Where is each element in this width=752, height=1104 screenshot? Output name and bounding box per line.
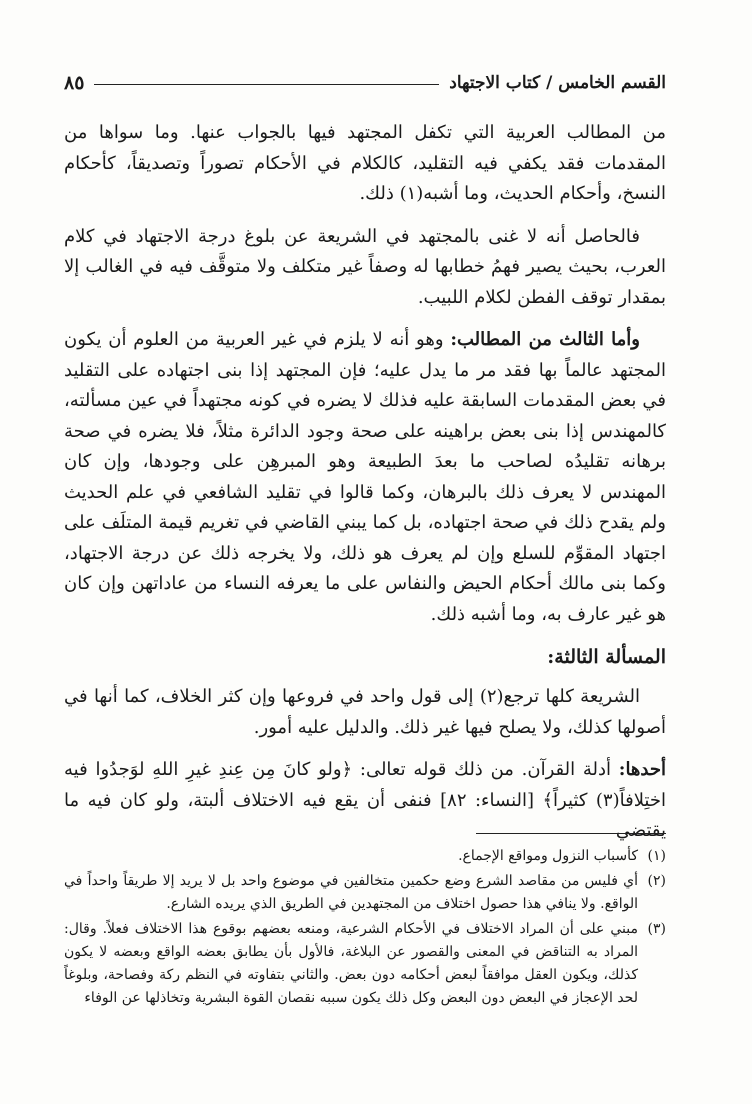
paragraph-1: من المطالب العربية التي تكفل المجتهد فيها بالجواب عنها. وما سواها من المقدمات فقد يكفي فيه التقليد، كالكلام في الأحكام تصوراً وتصديقاً، كأحكام النسخ، وأحكام الحديث، وما أشبه(١) ذلك. xyxy=(64,122,666,204)
footnotes xyxy=(64,845,666,1012)
paragraph-5-text: أدلة القرآن. من ذلك قوله تعالى: ﴿ولو كانَ مِن عِندِ غيرِ اللهِ لوَجدُوا فيه اختِلافاً(٣) كثيراً﴾ [النساء: ٨٢] فنفى أن يقع فيه الاختلاف ألبتة، ولو كان فيه ما يقتضي xyxy=(64,759,666,841)
body-text xyxy=(64,118,666,859)
footnote-text: كأسباب النزول ومواقع الإجماع. xyxy=(458,848,638,864)
running-title: القسم الخامس / كتاب الاجتهاد xyxy=(449,73,666,93)
footnote-rule xyxy=(476,833,666,834)
footnote-3 xyxy=(64,918,666,1010)
footnote-1 xyxy=(64,845,666,868)
paragraph-3-lead: وأما الثالث من المطالب: xyxy=(450,329,641,350)
footnote-text: مبني على أن المراد الاختلاف في الأحكام الشرعية، ومنعه بعضهم بوقوع هذا الاختلاف فعلاً. وقال: المراد به التناقض في المعنى والقصور عن البلاغة، فالأول بأن يطابق بعضه الواقع وبعضه لا يكون كذلك، ويكون العقل موافقاً لبعض أحكامه دون بعض. والثاني بتفاوته في النظم ركة وفصاحة، وبلوغاً لحد الإعجاز في البعض دون البعض وكل ذلك يكون سببه نقصان القوة البشرية وتخاذلها عن الوفاء xyxy=(64,921,638,1006)
footnote-text: أي فليس من مقاصد الشرع وضع حكمين متخالفين في موضوع واحد بل لا يريد إلا طريقاً واحداً في الواقع. ولا ينافي هذا حصول اختلاف من المجتهدين في الطريق الذي يريده الشارع. xyxy=(64,873,638,912)
footnote-number: (١) xyxy=(647,848,666,864)
footnote-2 xyxy=(64,870,666,916)
page-number: ٨٥ xyxy=(64,72,85,94)
paragraph-2: فالحاصل أنه لا غنى بالمجتهد في الشريعة عن بلوغ درجة الاجتهاد في كلام العرب، بحيث يصير فهمُ خطابها له وصفاً غير متكلف ولا متوقَّف فيه في الغالب إلا بمقدار توقف الفطن لكلام اللبيب. xyxy=(64,225,666,308)
running-header xyxy=(64,68,666,98)
paragraph-3 xyxy=(64,325,666,630)
section-heading: المسألة الثالثة: xyxy=(547,646,666,668)
footnote-number: (٣) xyxy=(647,921,666,937)
paragraph-4: الشريعة كلها ترجع(٢) إلى قول واحد في فروعها وإن كثر الخلاف، كما أنها في أصولها كذلك، ولا يصلح فيها غير ذلك. والدليل عليه أمور. xyxy=(64,686,666,738)
paragraph-3-text: وهو أنه لا يلزم في غير العربية من العلوم أن يكون المجتهد عالماً بها فقد مر ما يدل عليه؛ فإن المجتهد إذا بنى اجتهاده على التقليد في بعض المقدمات السابقة عليه فذلك لا يضره في كونه مجتهداً في عين مسألته، كالمهندس إذا بنى بعض براهينه على صحة وجود الدائرة مثلاً، فلا يضره في صحة برهانه تقليدُه لصاحب ما بعدَ الطبيعة وهو المبرهِن على وجودها، وإن كان المهندس لا يعرف ذلك بالبرهان، وكما قالوا في تقليد الشافعي في علم الحديث ولم يقدح ذلك في صحة اجتهاده، بل كما يبني القاضي في تغريم قيمة المتلَف على اجتهاد المقوِّم للسلع وإن لم يعرف هو ذلك، ولا يخرجه ذلك عن درجة الاجتهاد، وكما بنى مالك أحكام الحيض والنفاس على ما يعرفه النساء من عاداتهن وإن كان هو غير عارف به، وما أشبه ذلك. xyxy=(64,329,666,625)
header-rule xyxy=(94,84,439,85)
footnote-number: (٢) xyxy=(647,873,666,889)
paragraph-5-lead: أحدها: xyxy=(618,759,666,780)
